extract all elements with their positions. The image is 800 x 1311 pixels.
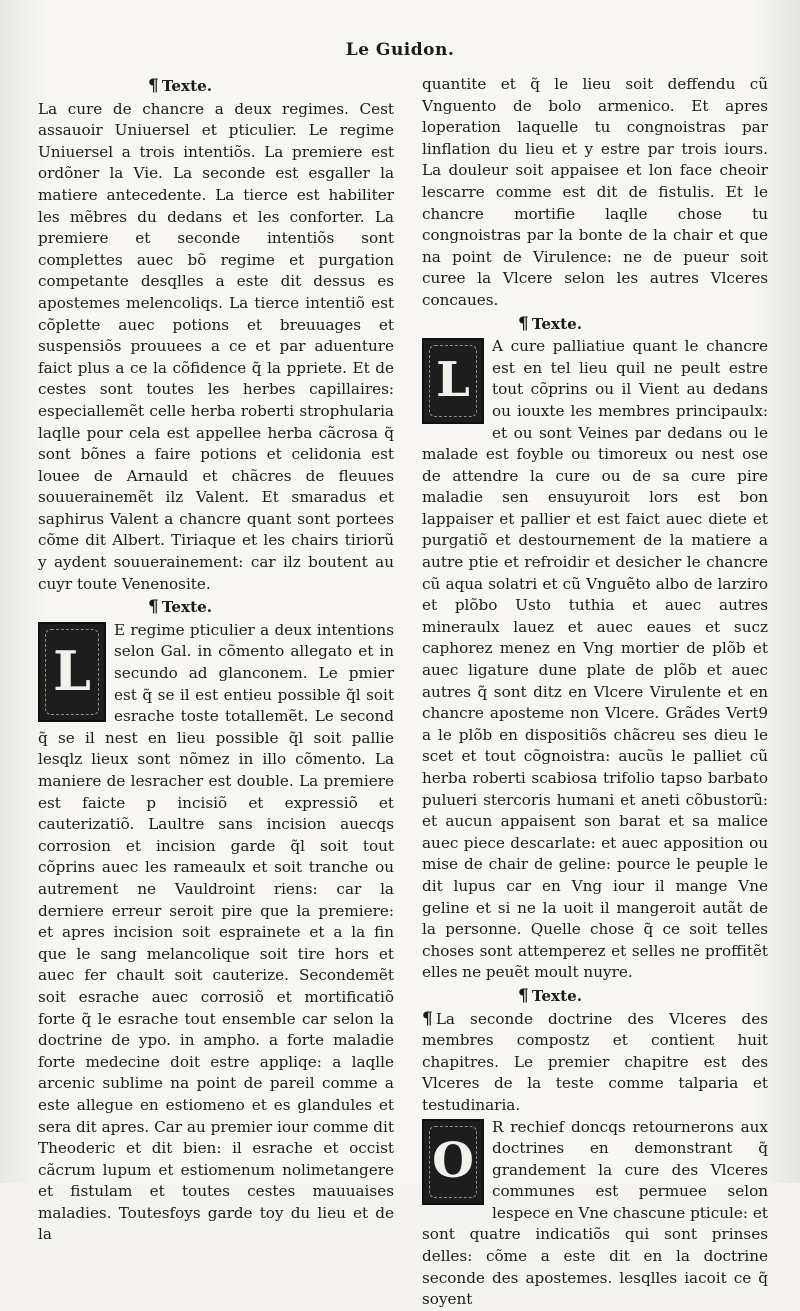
rubric-heading bbox=[38, 597, 394, 619]
rubric-heading bbox=[38, 76, 394, 98]
rubric-heading bbox=[422, 314, 768, 336]
rubric-label: Texte. bbox=[531, 314, 583, 333]
pilcrow-icon: ¶ bbox=[148, 597, 159, 618]
paragraph-text: La seconde doctrine des Vlceres des membres compostz et contient huit chapitres. Le premier chapitre est des Vlceres de la teste comme talparia et testudinaria. bbox=[422, 1009, 768, 1114]
pilcrow-icon: ¶ bbox=[422, 1008, 433, 1029]
paragraph bbox=[422, 336, 768, 984]
paragraph bbox=[422, 1117, 768, 1311]
running-title: Le Guidon. bbox=[345, 40, 455, 60]
paragraph: quantite et q̃ le lieu soit deffendu cũ Vnguento de bolo armenico. Et apres loperation laquelle tu congnoistras par linflation du lieu et y estre par trois iours. La douleur soit appaisee et lon face cheoir lescarre comme est dit de fistulis. Et le chancre mortifie laqlle chose tu congnoistras par la bonte de la chair et que na point de Virulence: ne de pueur soit curee la Vlcere selon les autres Vlceres concaues. bbox=[422, 75, 768, 309]
paragraph: La cure de chancre a deux regimes. Cest assauoir Uniuersel et pticulier. Le regime Uniuersel a trois intentiõs. La premiere est ordõner la Vie. La seconde est esgaller la matiere antecedente. La tierce est habiliter les mẽbres du dedans et les conforter. La premiere et seconde intentiõs sont complettes auec bõ regime et purgation competante desqlles a este dit dessus es apostemes melencoliqs. La tierce intentiõ est cõplette auec potions et breuuages et suspensiõs prouuees a ce et par aduenture faict plus a ce la cõfidence q̃ la ppriete. Et de cestes sont toutes les herbes capillaires: especiallemẽt celle herba roberti strophularia laqlle pour cela est appellee herba cãcrosa q̃ sont bõnes a faire potions et celidonia est louee de Arnauld et chãcres de fleuues souuerainemẽt ilz Valent. Et smaradus et saphirus Valent a chancre quant sont portees cõme dit Albert. Tiriaque et les chairs tiriorũ y aydent souuerainement: car ilz boutent au cuyr toute Venenosite. bbox=[38, 99, 394, 593]
pilcrow-icon: ¶ bbox=[518, 313, 529, 334]
rubric-label: Texte. bbox=[161, 77, 213, 95]
paragraph-text: R rechief doncqs retournerons aux doctrines en demonstrant q̃ grandement la cure des Vlceres communes est permuee selon lespece en Vne chascune pticule: et sont quatre indicatiõs qui sont prinses delles: cõme a este dit en la doctrine seconde des apostemes. lesqlles iacoit ce q̃ soyent bbox=[422, 1117, 768, 1309]
decorated-initial: L bbox=[38, 622, 106, 722]
left-column bbox=[38, 74, 394, 1246]
right-column bbox=[422, 74, 768, 1311]
paragraph bbox=[38, 620, 394, 1246]
rubric-heading bbox=[422, 986, 768, 1008]
rubric-label: Texte. bbox=[161, 598, 213, 617]
paragraph-text: E regime pticulier a deux intentions selon Gal. in cõmento allegato et in secundo ad glanconem. Le pmier est q̃ se il est entieu possible q̃l soit esrache toste totallemẽt. Le second q̃ se il nest en lieu possible q̃l soit pallie lesqlz lieux sont nõmez in illo cõmento. La maniere de lesracher est double. La premiere est faicte p incisiõ et expressiõ et cauterizatiõ. Laultre sans incision auecqs corrosion et incision garde q̃l soit tout cõprins auec les rameaulx et soit tranche ou autrement ne Vauldroint riens: car la derniere erreur seroit pire que la premiere: et apres incision soit esprainete et a la fin que le sang melancolique soit tire hors et auec fer chault soit cauterize. Secondemẽt soit esrache auec corrosiõ et mortificatiõ forte q̃ le esrache tout ensemble car selon la doctrine de ypo. in ampho. a forte maladie forte medecine doit estre appliqe: a laqlle arcenic sublime na point de pareil comme a este allegue en estiomeno et es glandules et sera dit apres. Car au premier iour comme dit Theoderic et dit bien: il esrache et occist cãcrum lupum et estiomenum nolimetangere et fistulam et toutes cestes mauuaises maladies. Toutesfoys garde toy du lieu et de la bbox=[38, 620, 394, 1244]
pilcrow-icon: ¶ bbox=[518, 985, 529, 1006]
rubric-label: Texte. bbox=[531, 986, 583, 1005]
decorated-initial: L bbox=[422, 338, 484, 424]
paragraph bbox=[422, 1009, 768, 1117]
paragraph-text: A cure palliatiue quant le chancre est en tel lieu quil ne peult estre tout cõprins ou il Vient au dedans ou iouxte les membres principaulx: et ou sont Veines par dedans ou le malade est foyble ou timoreux ou nest ose de attendre la cure ou de sa cure pire maladie sen ensuyuroit lors est bon lappaiser et pallier et est faict auec diete et purgatiõ et destournement de la matiere a autre ptie et refroidir et desicher le chancre cũ aqua solatri et cũ Vnguẽto albo de larziro et plõbo Usto tuthia et auec autres mineraulx lauez et auec eaues et sucz caphorez menez en Vng mortier de plõb et auec ligature dune plate de plõb et auec autres q̃ sont ditz en Vlcere Virulente et en chancre aposteme non Vlcere. Grãdes Vert9 a le plõb en dispositiõs chãcreu ses dieu le scet et tout cõgnoistra: aucũs le palliet cũ herba roberti scabiosa trifolio tapso barbato pulueri stercoris humani et aneti cõbustorũ: et aucun appaisent son barat et sa malice auec piece descarlate: et auec apposition ou mise de chair de geline: pource le peuple le dit lupus car en Vng iour il mange Vne geline et si ne la uoit il mangeroit autãt de la personne. Quelle chose q̃ ce soit telles choses sont attemperez et selles ne proffitẽt elles ne peuẽt moult nuyre. bbox=[422, 337, 768, 982]
pilcrow-icon: ¶ bbox=[148, 76, 159, 96]
decorated-initial: O bbox=[422, 1119, 484, 1205]
